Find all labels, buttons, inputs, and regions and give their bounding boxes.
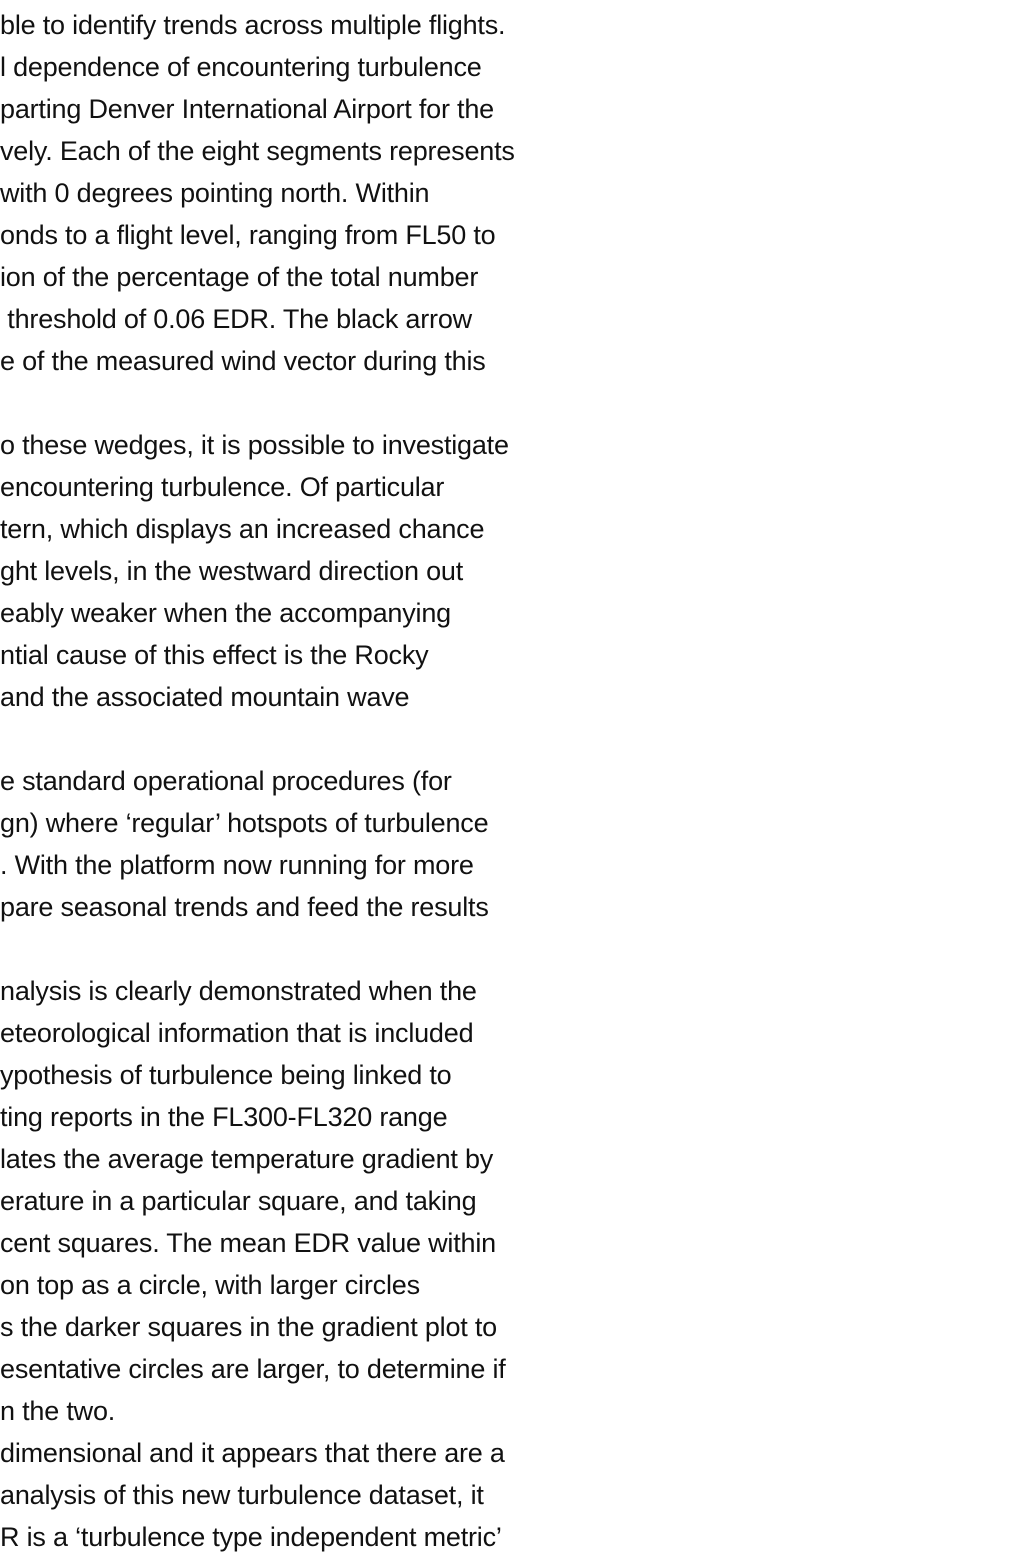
text-line: ion of the percentage of the total number	[0, 262, 479, 292]
text-column	[0, 4, 580, 1558]
text-line: eably weaker when the accompanying	[0, 598, 451, 628]
text-line: l dependence of encountering turbulence	[0, 52, 482, 82]
text-line: e standard operational procedures (for	[0, 766, 452, 796]
text-line: erature in a particular square, and taking	[0, 1186, 477, 1216]
text-line: pare seasonal trends and feed the results	[0, 892, 489, 922]
text-line: and the associated mountain wave	[0, 682, 410, 712]
text-line: eteorological information that is included	[0, 1018, 474, 1048]
text-line: threshold of 0.06 EDR. The black arrow	[0, 304, 472, 334]
paragraph-5	[0, 1432, 580, 1558]
text-line: analysis of this new turbulence dataset, it	[0, 1480, 484, 1510]
text-line: o these wedges, it is possible to investigate	[0, 430, 509, 460]
text-line: vely. Each of the eight segments represents	[0, 136, 515, 166]
text-line: n the two.	[0, 1396, 116, 1426]
text-line: onds to a flight level, ranging from FL50 to	[0, 220, 496, 250]
text-line: with 0 degrees pointing north. Within	[0, 178, 430, 208]
text-line: ting reports in the FL300-FL320 range	[0, 1102, 448, 1132]
text-line: esentative circles are larger, to determine if	[0, 1354, 506, 1384]
text-line: parting Denver International Airport for the	[0, 94, 494, 124]
text-line: gn) where ‘regular’ hotspots of turbulence	[0, 808, 489, 838]
text-line: encountering turbulence. Of particular	[0, 472, 445, 502]
text-line: on top as a circle, with larger circles	[0, 1270, 420, 1300]
text-line: cent squares. The mean EDR value within	[0, 1228, 496, 1258]
text-line: e of the measured wind vector during this	[0, 346, 486, 376]
paragraph-1	[0, 4, 580, 382]
paragraph-gap	[0, 928, 580, 970]
text-line: lates the average temperature gradient by	[0, 1144, 494, 1174]
paragraph-gap	[0, 718, 580, 760]
text-line: R is a ‘turbulence type independent metric’	[0, 1522, 502, 1552]
text-line: nalysis is clearly demonstrated when the	[0, 976, 477, 1006]
text-line: ble to identify trends across multiple flights.	[0, 10, 506, 40]
paragraph-2	[0, 424, 580, 718]
text-line: ypothesis of turbulence being linked to	[0, 1060, 452, 1090]
text-line: tern, which displays an increased chance	[0, 514, 485, 544]
paragraph-gap	[0, 382, 580, 424]
text-line: ntial cause of this effect is the Rocky	[0, 640, 429, 670]
text-line: s the darker squares in the gradient plot to	[0, 1312, 498, 1342]
paragraph-4	[0, 970, 580, 1432]
text-line: . With the platform now running for more	[0, 850, 474, 880]
paragraph-3	[0, 760, 580, 928]
text-line: ght levels, in the westward direction out	[0, 556, 464, 586]
text-line: dimensional and it appears that there are a	[0, 1438, 505, 1468]
